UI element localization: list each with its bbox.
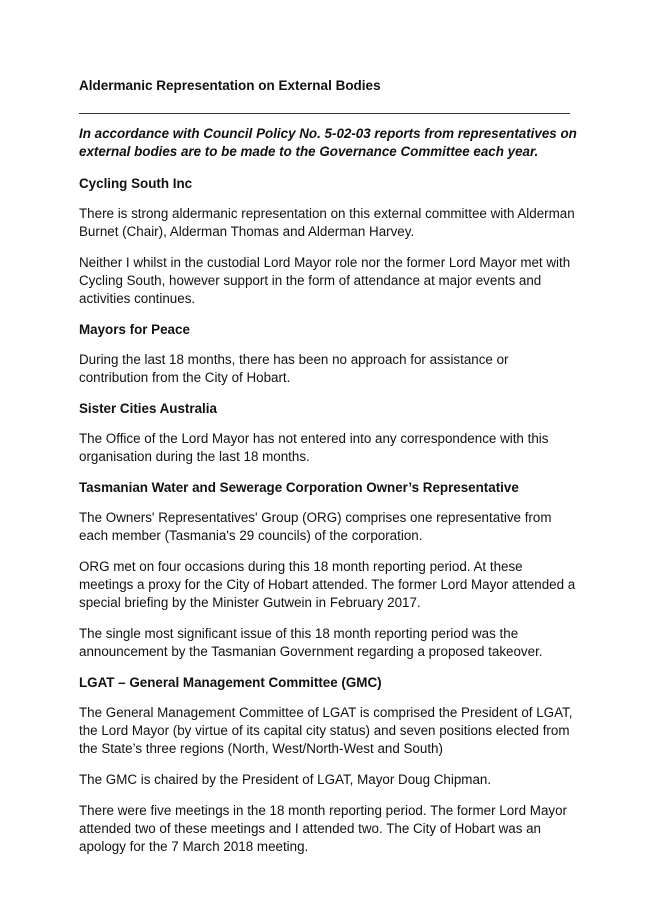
section-paragraph: There is strong aldermanic representation on this external committee with Alderman Burnet (Chair), Alderman Thomas and Alderman Harvey. bbox=[79, 206, 575, 239]
document-title: Aldermanic Representation on External Bodies bbox=[79, 78, 381, 93]
section-heading: Cycling South Inc bbox=[79, 176, 193, 191]
section-mayors-for-peace bbox=[79, 321, 579, 387]
section-cycling-south bbox=[79, 175, 579, 308]
section-sister-cities bbox=[79, 400, 579, 466]
section-paragraph: During the last 18 months, there has been no approach for assistance or contribution from the City of Hobart. bbox=[79, 352, 509, 385]
section-paragraph: The Owners' Representatives' Group (ORG) comprises one representative from each member (Tasmania's 29 councils) of the corporation. bbox=[79, 510, 552, 543]
section-paragraph: ORG met on four occasions during this 18 month reporting period. At these meetings a proxy for the City of Hobart attended. The former Lord Mayor attended a special briefing by the Minister Gutwein in February 2017. bbox=[79, 559, 576, 610]
section-paragraph: The General Management Committee of LGAT is comprised the President of LGAT, the Lord Mayor (by virtue of its capital city status) and seven positions elected from the State’s three regions (North, West/North-West and South) bbox=[79, 705, 573, 756]
section-tasmanian-water bbox=[79, 479, 579, 661]
document-body bbox=[79, 125, 579, 869]
section-heading: Tasmanian Water and Sewerage Corporation Owner’s Representative bbox=[79, 480, 519, 495]
section-paragraph: Neither I whilst in the custodial Lord Mayor role nor the former Lord Mayor met with Cycling South, however support in the form of attendance at major events and activities continues. bbox=[79, 255, 571, 306]
title-divider bbox=[79, 113, 570, 114]
section-paragraph: The GMC is chaired by the President of LGAT, Mayor Doug Chipman. bbox=[79, 772, 492, 787]
section-paragraph: The single most significant issue of this 18 month reporting period was the announcement by the Tasmanian Government regarding a proposed takeover. bbox=[79, 626, 543, 659]
section-paragraph: There were five meetings in the 18 month reporting period. The former Lord Mayor attended two of these meetings and I attended two. The City of Hobart was an apology for the 7 March 2018 meeting. bbox=[79, 803, 568, 854]
section-heading: Mayors for Peace bbox=[79, 322, 190, 337]
section-lgat-gmc bbox=[79, 674, 579, 856]
section-heading: Sister Cities Australia bbox=[79, 401, 217, 416]
section-heading: LGAT – General Management Committee (GMC) bbox=[79, 675, 382, 690]
section-paragraph: The Office of the Lord Mayor has not entered into any correspondence with this organisation during the last 18 months. bbox=[79, 431, 549, 464]
policy-statement: In accordance with Council Policy No. 5-02-03 reports from representatives on external bodies are to be made to the Governance Committee each year. bbox=[79, 126, 577, 159]
